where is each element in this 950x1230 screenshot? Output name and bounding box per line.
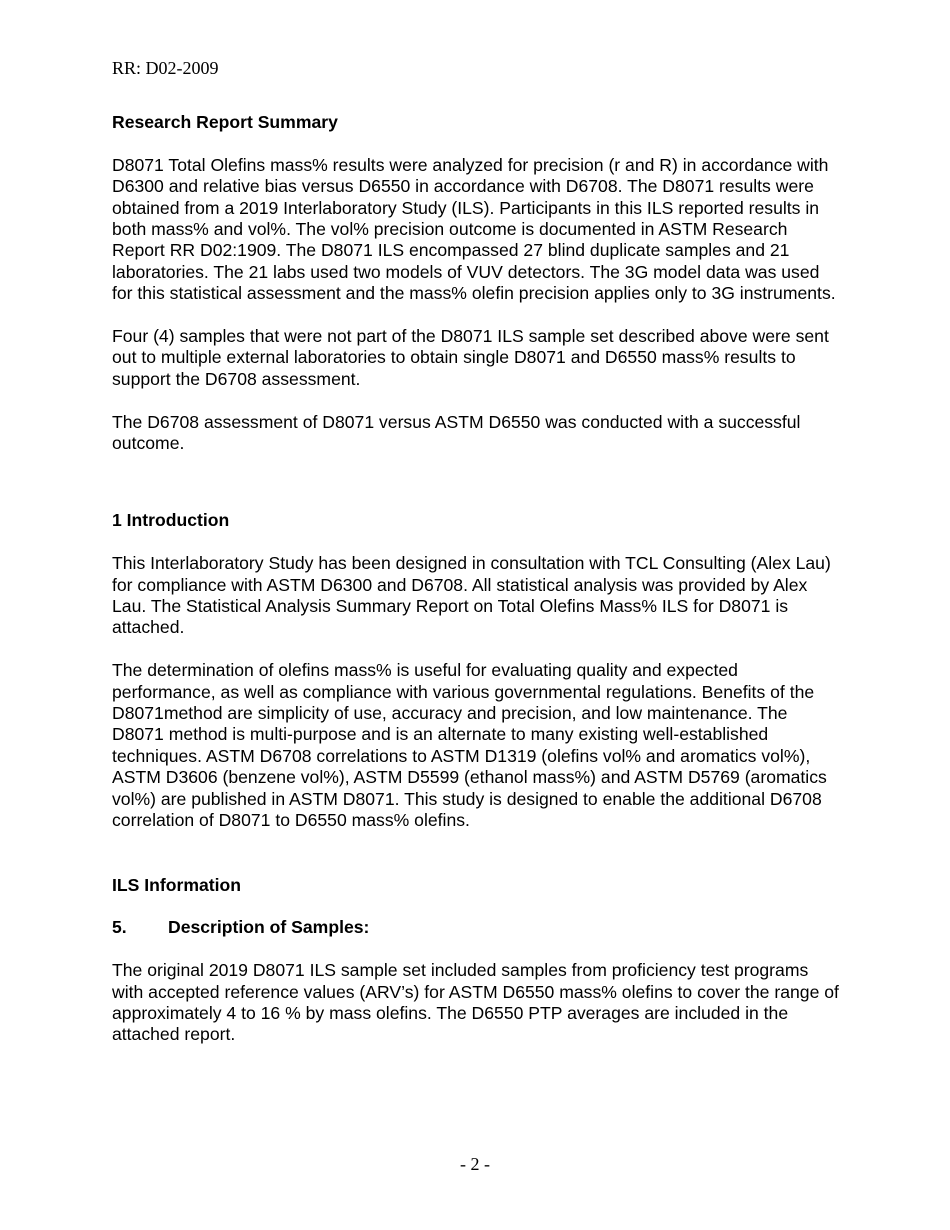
summary-paragraph-2: Four (4) samples that were not part of the D8071 ILS sample set described above were sent out to multiple external laboratories to obtain single D8071 and D6550 mass% results to support the D6708 assessment. [112,326,829,389]
section-title: Description of Samples: [168,917,370,938]
samples-section-heading [112,917,842,938]
introduction-paragraph-1: This Interlaboratory Study has been designed in consultation with TCL Consulting (Alex Lau) for compliance with ASTM D6300 and D6708. All statistical analysis was provided by Alex Lau. The Statistical Analysis Summary Report on Total Olefins Mass% ILS for D8071 is attached. [112,553,831,638]
introduction-paragraph-2: The determination of olefins mass% is useful for evaluating quality and expected performance, as well as compliance with various governmental regulations. Benefits of the D8071method are simplicity of use, accuracy and precision, and low maintenance. The D8071 method is multi-purpose and is an alternate to many existing well-established techniques. ASTM D6708 correlations to ASTM D1319 (olefins vol% and aromatics vol%), ASTM D3606 (benzene vol%), ASTM D5599 (ethanol mass%) and ASTM D5769 (aromatics vol%) are published in ASTM D8071. This study is designed to enable the additional D6708 correlation of D8071 to D6550 mass% olefins. [112,660,827,831]
document-body [112,112,842,1046]
ils-information-heading: ILS Information [112,874,242,895]
summary-heading: Research Report Summary [112,112,338,132]
summary-paragraph-3: The D6708 assessment of D8071 versus ASTM D6550 was conducted with a successful outcome. [112,411,801,454]
samples-paragraph: The original 2019 D8071 ILS sample set included samples from proficiency test programs with accepted reference values (ARV’s) for ASTM D6550 mass% olefins to cover the range of approximately 4 to 16 % by mass olefins. The D6550 PTP averages are included in the attached report. [112,960,839,1045]
page-number: - 2 - [460,1154,490,1174]
page-header: RR: D02-2009 [112,58,219,78]
section-number: 5. [112,917,127,938]
summary-paragraph-1: D8071 Total Olefins mass% results were analyzed for precision (r and R) in accordance with D6300 and relative bias versus D6550 in accordance with D6708. The D8071 results were obtained from a 2019 Interlaboratory Study (ILS). Participants in this ILS reported results in both mass% and vol%. The vol% precision outcome is documented in ASTM Research Report RR D02:1909. The D8071 ILS encompassed 27 blind duplicate samples and 21 laboratories. The 21 labs used two models of VUV detectors. The 3G model data was used for this statistical assessment and the mass% olefin precision applies only to 3G instruments. [112,154,836,304]
introduction-heading: 1 Introduction [112,510,230,531]
